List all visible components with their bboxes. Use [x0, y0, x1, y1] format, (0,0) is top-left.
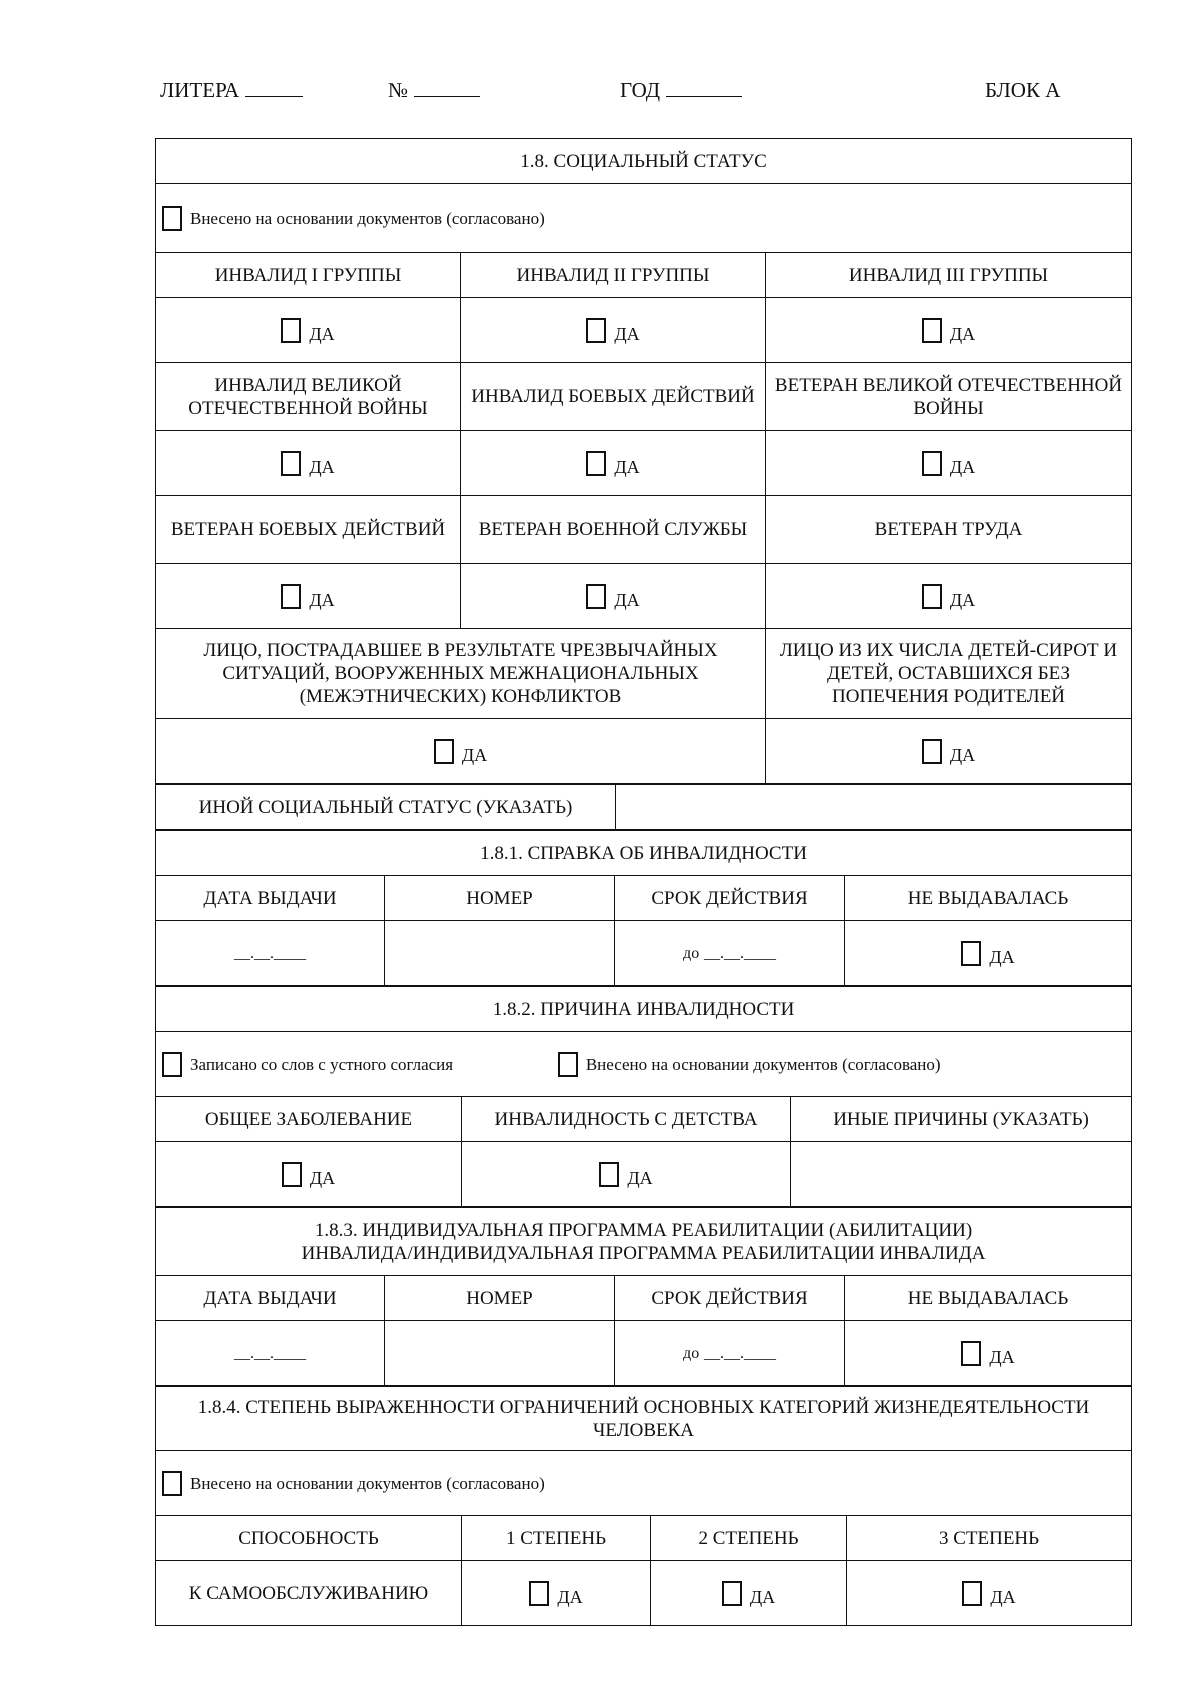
- degree-1-label: 1 СТЕПЕНЬ: [462, 1516, 651, 1561]
- disabled-group-1-checkbox[interactable]: [281, 318, 301, 343]
- not-issued-label: НЕ ВЫДАВАЛАСЬ: [845, 1276, 1132, 1321]
- not-issued-checkbox[interactable]: [961, 941, 981, 966]
- issue-date-label: ДАТА ВЫДАЧИ: [156, 1276, 385, 1321]
- combat-disabled-cell: [461, 431, 766, 496]
- entered-docs-label: Внесено на основании документов (согласовано): [190, 1473, 545, 1493]
- yes-label: ДА: [309, 323, 335, 344]
- disabled-group-3-checkbox[interactable]: [922, 318, 942, 343]
- section-1-8-2: [155, 986, 1132, 1207]
- degree-3-label: 3 СТЕПЕНЬ: [847, 1516, 1132, 1561]
- entered-docs-row: [156, 1451, 1132, 1516]
- self-care-degree-3-checkbox[interactable]: [962, 1581, 982, 1606]
- section-1-8-4-title: 1.8.4. СТЕПЕНЬ ВЫРАЖЕННОСТИ ОГРАНИЧЕНИЙ ОСНОВНЫХ КАТЕГОРИЙ ЖИЗНЕДЕЯТЕЛЬНОСТИ ЧЕЛОВЕКА: [156, 1387, 1132, 1451]
- yes-label: ДА: [989, 1346, 1015, 1367]
- self-care-label: К САМООБСЛУЖИВАНИЮ: [156, 1561, 462, 1626]
- year-field: [620, 78, 742, 103]
- emergency-victim-cell: [156, 719, 766, 784]
- validity-label: СРОК ДЕЙСТВИЯ: [615, 1276, 845, 1321]
- section-1-8-3-title-line1: 1.8.3. ИНДИВИДУАЛЬНАЯ ПРОГРАММА РЕАБИЛИТАЦИИ (АБИЛИТАЦИИ): [314, 1219, 973, 1241]
- military-veteran-label: ВЕТЕРАН ВОЕННОЙ СЛУЖБЫ: [461, 496, 766, 564]
- yes-label: ДА: [949, 456, 976, 477]
- military-veteran-cell: [461, 564, 766, 629]
- section-1-8-3-title-line2: ИНВАЛИДА/ИНДИВИДУАЛЬНАЯ ПРОГРАММА РЕАБИЛИТАЦИИ ИНВАЛИДА: [301, 1242, 986, 1264]
- block-label: БЛОК А: [985, 78, 1061, 102]
- entered-docs-checkbox[interactable]: [162, 1471, 182, 1496]
- orphans-cell: [766, 719, 1132, 784]
- yes-label: ДА: [749, 1586, 776, 1607]
- orphans-label: ЛИЦО ИЗ ИХ ЧИСЛА ДЕТЕЙ-СИРОТ И ДЕТЕЙ, ОСТАВШИХСЯ БЕЗ ПОПЕЧЕНИЯ РОДИТЕЛЕЙ: [766, 629, 1132, 719]
- combat-veteran-checkbox[interactable]: [281, 584, 301, 609]
- war-veteran-cell: [766, 431, 1132, 496]
- program-issue-date-input[interactable]: [156, 1321, 385, 1386]
- disabled-group-2-cell: [461, 298, 766, 363]
- program-validity-input[interactable]: [615, 1321, 845, 1386]
- oral-consent-label: Записано со слов с устного согласия: [190, 1054, 454, 1074]
- self-care-degree-3-cell: [847, 1561, 1132, 1626]
- yes-label: ДА: [627, 1167, 653, 1188]
- litera-input[interactable]: [245, 78, 303, 97]
- section-1-8-3-title: [156, 1208, 1132, 1276]
- section-1-8-1: [155, 830, 1132, 986]
- orphans-checkbox[interactable]: [922, 739, 942, 764]
- degree-2-label: 2 СТЕПЕНЬ: [651, 1516, 847, 1561]
- section-1-8-3: [155, 1207, 1132, 1386]
- self-care-degree-2-cell: [651, 1561, 847, 1626]
- labor-veteran-checkbox[interactable]: [922, 584, 942, 609]
- combat-veteran-cell: [156, 564, 461, 629]
- self-care-degree-2-checkbox[interactable]: [722, 1581, 742, 1606]
- section-1-8-title: 1.8. СОЦИАЛЬНЫЙ СТАТУС: [156, 139, 1132, 184]
- yes-label: ДА: [309, 589, 335, 610]
- number-label: №: [388, 78, 409, 102]
- yes-label: ДА: [949, 744, 976, 765]
- war-disabled-label: ИНВАЛИД ВЕЛИКОЙ ОТЕЧЕСТВЕННОЙ ВОЙНЫ: [156, 363, 461, 431]
- number-input[interactable]: [414, 78, 480, 97]
- general-illness-label: ОБЩЕЕ ЗАБОЛЕВАНИЕ: [156, 1097, 462, 1142]
- issue-date-label: ДАТА ВЫДАЧИ: [156, 876, 385, 921]
- section-1-8-4: [155, 1386, 1132, 1626]
- labor-veteran-cell: [766, 564, 1132, 629]
- yes-label: ДА: [461, 744, 488, 765]
- general-illness-cell: [156, 1142, 462, 1207]
- disabled-group-1-label: ИНВАЛИД I ГРУППЫ: [156, 253, 461, 298]
- number-label: НОМЕР: [385, 876, 615, 921]
- war-disabled-checkbox[interactable]: [281, 451, 301, 476]
- date-placeholder: __.__.____: [703, 945, 776, 962]
- number-field: [388, 78, 480, 103]
- docs-label: Внесено на основании документов (согласовано): [585, 1054, 941, 1074]
- other-status-label: ИНОЙ СОЦИАЛЬНЫЙ СТАТУС (УКАЗАТЬ): [156, 785, 616, 830]
- yes-label: ДА: [990, 1586, 1016, 1607]
- general-illness-checkbox[interactable]: [282, 1162, 302, 1187]
- self-care-degree-1-cell: [462, 1561, 651, 1626]
- yes-label: ДА: [557, 1586, 583, 1607]
- childhood-disability-label: ИНВАЛИДНОСТЬ С ДЕТСТВА: [462, 1097, 791, 1142]
- military-veteran-checkbox[interactable]: [586, 584, 606, 609]
- certificate-number-input[interactable]: [385, 921, 615, 986]
- other-reasons-input[interactable]: [791, 1142, 1132, 1207]
- other-reasons-label: ИНЫЕ ПРИЧИНЫ (УКАЗАТЬ): [791, 1097, 1132, 1142]
- validity-label: СРОК ДЕЙСТВИЯ: [615, 876, 845, 921]
- program-number-input[interactable]: [385, 1321, 615, 1386]
- litera-label: ЛИТЕРА: [160, 78, 240, 102]
- oral-consent-checkbox[interactable]: [162, 1052, 182, 1077]
- entered-docs-checkbox[interactable]: [162, 206, 182, 231]
- source-row: [156, 1032, 1132, 1097]
- litera-field: [160, 78, 303, 103]
- section-1-8: [155, 138, 1132, 784]
- childhood-disability-cell: [462, 1142, 791, 1207]
- date-placeholder: __.__.____: [234, 945, 306, 962]
- validity-input[interactable]: [615, 921, 845, 986]
- section-1-8-1-title: 1.8.1. СПРАВКА ОБ ИНВАЛИДНОСТИ: [156, 831, 1132, 876]
- not-issued-cell: [845, 921, 1132, 986]
- section-1-8-2-title: 1.8.2. ПРИЧИНА ИНВАЛИДНОСТИ: [156, 987, 1132, 1032]
- disabled-group-3-label: ИНВАЛИД III ГРУППЫ: [766, 253, 1132, 298]
- war-veteran-label: ВЕТЕРАН ВЕЛИКОЙ ОТЕЧЕСТВЕННОЙ ВОЙНЫ: [766, 363, 1132, 431]
- disabled-group-3-cell: [766, 298, 1132, 363]
- docs-checkbox[interactable]: [558, 1052, 578, 1077]
- yes-label: ДА: [614, 323, 640, 344]
- year-input[interactable]: [666, 78, 742, 97]
- other-status-row: [155, 784, 1132, 830]
- ability-label: СПОСОБНОСТЬ: [156, 1516, 462, 1561]
- number-label: НОМЕР: [385, 1276, 615, 1321]
- until-label: до: [683, 1345, 700, 1362]
- date-placeholder: __.__.____: [703, 1345, 776, 1362]
- yes-label: ДА: [309, 456, 335, 477]
- combat-veteran-label: ВЕТЕРАН БОЕВЫХ ДЕЙСТВИЙ: [156, 496, 461, 564]
- yes-label: ДА: [949, 589, 976, 610]
- disabled-group-2-checkbox[interactable]: [586, 318, 606, 343]
- combat-disabled-label: ИНВАЛИД БОЕВЫХ ДЕЙСТВИЙ: [461, 363, 766, 431]
- war-veteran-checkbox[interactable]: [922, 451, 942, 476]
- year-label: ГОД: [620, 78, 661, 102]
- yes-label: ДА: [949, 323, 976, 344]
- program-not-issued-cell: [845, 1321, 1132, 1386]
- yes-label: ДА: [989, 946, 1015, 967]
- emergency-victim-label: ЛИЦО, ПОСТРАДАВШЕЕ В РЕЗУЛЬТАТЕ ЧРЕЗВЫЧАЙНЫХ СИТУАЦИЙ, ВООРУЖЕННЫХ МЕЖНАЦИОНАЛЬНЫХ (МЕЖЭТНИЧЕСКИХ) КОНФЛИКТОВ: [156, 629, 766, 719]
- childhood-disability-checkbox[interactable]: [599, 1162, 619, 1187]
- emergency-victim-checkbox[interactable]: [434, 739, 454, 764]
- social-status-form: [155, 138, 1131, 1626]
- other-status-input[interactable]: [616, 785, 1132, 830]
- disabled-group-2-label: ИНВАЛИД II ГРУППЫ: [461, 253, 766, 298]
- entered-docs-row: [156, 184, 1132, 253]
- war-disabled-cell: [156, 431, 461, 496]
- until-label: до: [683, 945, 700, 962]
- labor-veteran-label: ВЕТЕРАН ТРУДА: [766, 496, 1132, 564]
- entered-docs-label: Внесено на основании документов (согласовано): [190, 208, 545, 228]
- not-issued-label: НЕ ВЫДАВАЛАСЬ: [845, 876, 1132, 921]
- yes-label: ДА: [309, 1167, 336, 1188]
- date-placeholder: __.__.____: [234, 1345, 306, 1362]
- program-not-issued-checkbox[interactable]: [961, 1341, 981, 1366]
- self-care-degree-1-checkbox[interactable]: [529, 1581, 549, 1606]
- issue-date-input[interactable]: [156, 921, 385, 986]
- yes-label: ДА: [614, 589, 640, 610]
- disabled-group-1-cell: [156, 298, 461, 363]
- yes-label: ДА: [614, 456, 640, 477]
- combat-disabled-checkbox[interactable]: [586, 451, 606, 476]
